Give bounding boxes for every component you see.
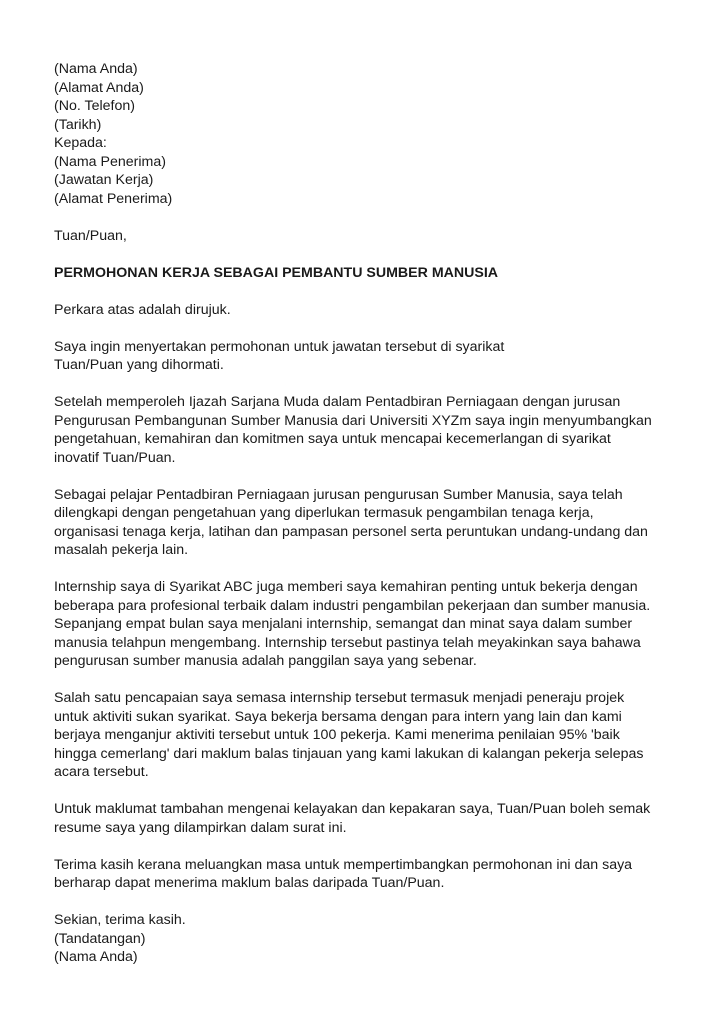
paragraph-line: manusia telahpun mengembang. Internship tersebut pastinya telah meyakinkan saya bahawa bbox=[54, 634, 641, 651]
sender-name: (Nama Anda) bbox=[54, 61, 138, 77]
spacer bbox=[54, 893, 694, 912]
body-paragraph bbox=[54, 338, 694, 375]
paragraph-line: Setelah memperoleh Ijazah Sarjana Muda dalam Pentadbiran Perniagaan dengan jurusan bbox=[54, 394, 621, 410]
paragraph-line: Perkara atas adalah dirujuk. bbox=[54, 301, 231, 318]
spacer bbox=[54, 837, 694, 856]
sign-off: Sekian, terima kasih. bbox=[54, 912, 186, 928]
paragraph-line: inovatif Tuan/Puan. bbox=[54, 449, 176, 466]
sender-block bbox=[54, 60, 694, 134]
recipient-address: (Alamat Penerima) bbox=[54, 190, 173, 207]
spacer bbox=[54, 319, 694, 338]
signature-placeholder: (Tandatangan) bbox=[54, 930, 146, 947]
paragraph-line: pengetahuan, kemahiran dan komitmen saya untuk mencapai kecemerlangan di syarikat bbox=[54, 431, 611, 447]
paragraph-line: pengurusan sumber manusia adalah panggilan saya yang sebenar. bbox=[54, 653, 477, 669]
paragraph-line: acara tersebut. bbox=[54, 764, 149, 780]
paragraph-line: Internship saya di Syarikat ABC juga memberi saya kemahiran penting untuk bekerja dengan bbox=[54, 579, 638, 595]
spacer bbox=[54, 560, 694, 579]
body-paragraph bbox=[54, 578, 694, 671]
spacer bbox=[54, 375, 694, 394]
body-paragraph bbox=[54, 800, 694, 837]
paragraph-line: dilengkapi dengan pengetahuan yang diperlukan termasuk pengambilan tenaga kerja, bbox=[54, 505, 594, 521]
sender-address: (Alamat Anda) bbox=[54, 79, 144, 96]
body-paragraph bbox=[54, 486, 694, 560]
closing-block bbox=[54, 911, 694, 967]
recipient-to-label: Kepada: bbox=[54, 135, 107, 151]
paragraph-line: Sebagai pelajar Pentadbiran Perniagaan jurusan pengurusan Sumber Manusia, saya telah bbox=[54, 486, 623, 503]
body-paragraph bbox=[54, 393, 694, 467]
paragraph-line: Terima kasih kerana meluangkan masa untuk mempertimbangkan permohonan ini dan saya bbox=[54, 856, 633, 873]
spacer bbox=[54, 671, 694, 690]
paragraph-line: hingga cemerlang' dari maklum balas tinjauan yang kami lakukan di kalangan pekerja selepas bbox=[54, 745, 644, 762]
body-paragraph bbox=[54, 301, 694, 320]
paragraph-line: Saya ingin menyertakan permohonan untuk jawatan tersebut di syarikat bbox=[54, 338, 505, 355]
recipient-name: (Nama Penerima) bbox=[54, 153, 166, 170]
paragraph-line: Pengurusan Pembangunan Sumber Manusia dari Universiti XYZm saya ingin menyumbangkan bbox=[54, 412, 652, 429]
spacer bbox=[54, 782, 694, 801]
paragraph-line: Salah satu pencapaian saya semasa internship tersebut termasuk menjadi peneraju projek bbox=[54, 690, 625, 706]
paragraph-line: Tuan/Puan yang dihormati. bbox=[54, 357, 224, 373]
body-paragraph bbox=[54, 856, 694, 893]
paragraph-line: beberapa para profesional terbaik dalam industri pengambilan pekerjaan dan sumber manusia. bbox=[54, 597, 651, 614]
spacer bbox=[54, 282, 694, 301]
recipient-position: (Jawatan Kerja) bbox=[54, 172, 154, 188]
letter-date: (Tarikh) bbox=[54, 116, 102, 133]
spacer bbox=[54, 208, 694, 227]
letter-body bbox=[54, 282, 694, 893]
letter-subject: PERMOHONAN KERJA SEBAGAI PEMBANTU SUMBER MANUSIA bbox=[54, 264, 499, 281]
spacer bbox=[54, 467, 694, 486]
paragraph-line: organisasi tenaga kerja, latihan dan pampasan personel serta peruntukan undang-undang dan bbox=[54, 523, 648, 540]
job-application-letter bbox=[54, 60, 694, 967]
recipient-block bbox=[54, 134, 694, 208]
paragraph-line: masalah pekerja lain. bbox=[54, 542, 189, 558]
sender-phone: (No. Telefon) bbox=[54, 98, 135, 114]
paragraph-line: Untuk maklumat tambahan mengenai kelayakan dan kepakaran saya, Tuan/Puan boleh semak bbox=[54, 801, 651, 817]
paragraph-line: Sepanjang empat bulan saya menjalani internship, semangat dan minat saya dalam sumber bbox=[54, 616, 633, 632]
salutation: Tuan/Puan, bbox=[54, 227, 127, 244]
closing-name: (Nama Anda) bbox=[54, 949, 138, 965]
body-paragraph bbox=[54, 689, 694, 782]
paragraph-line: resume saya yang dilampirkan dalam surat ini. bbox=[54, 819, 347, 836]
paragraph-line: berjaya menganjur aktiviti tersebut untuk 100 pekerja. Kami menerima penilaian 95% 'baik bbox=[54, 727, 620, 743]
spacer bbox=[54, 245, 694, 264]
paragraph-line: untuk aktiviti sukan syarikat. Saya bekerja bersama dengan para intern yang lain dan kami bbox=[54, 708, 622, 725]
paragraph-line: berharap dapat menerima maklum balas daripada Tuan/Puan. bbox=[54, 875, 445, 891]
